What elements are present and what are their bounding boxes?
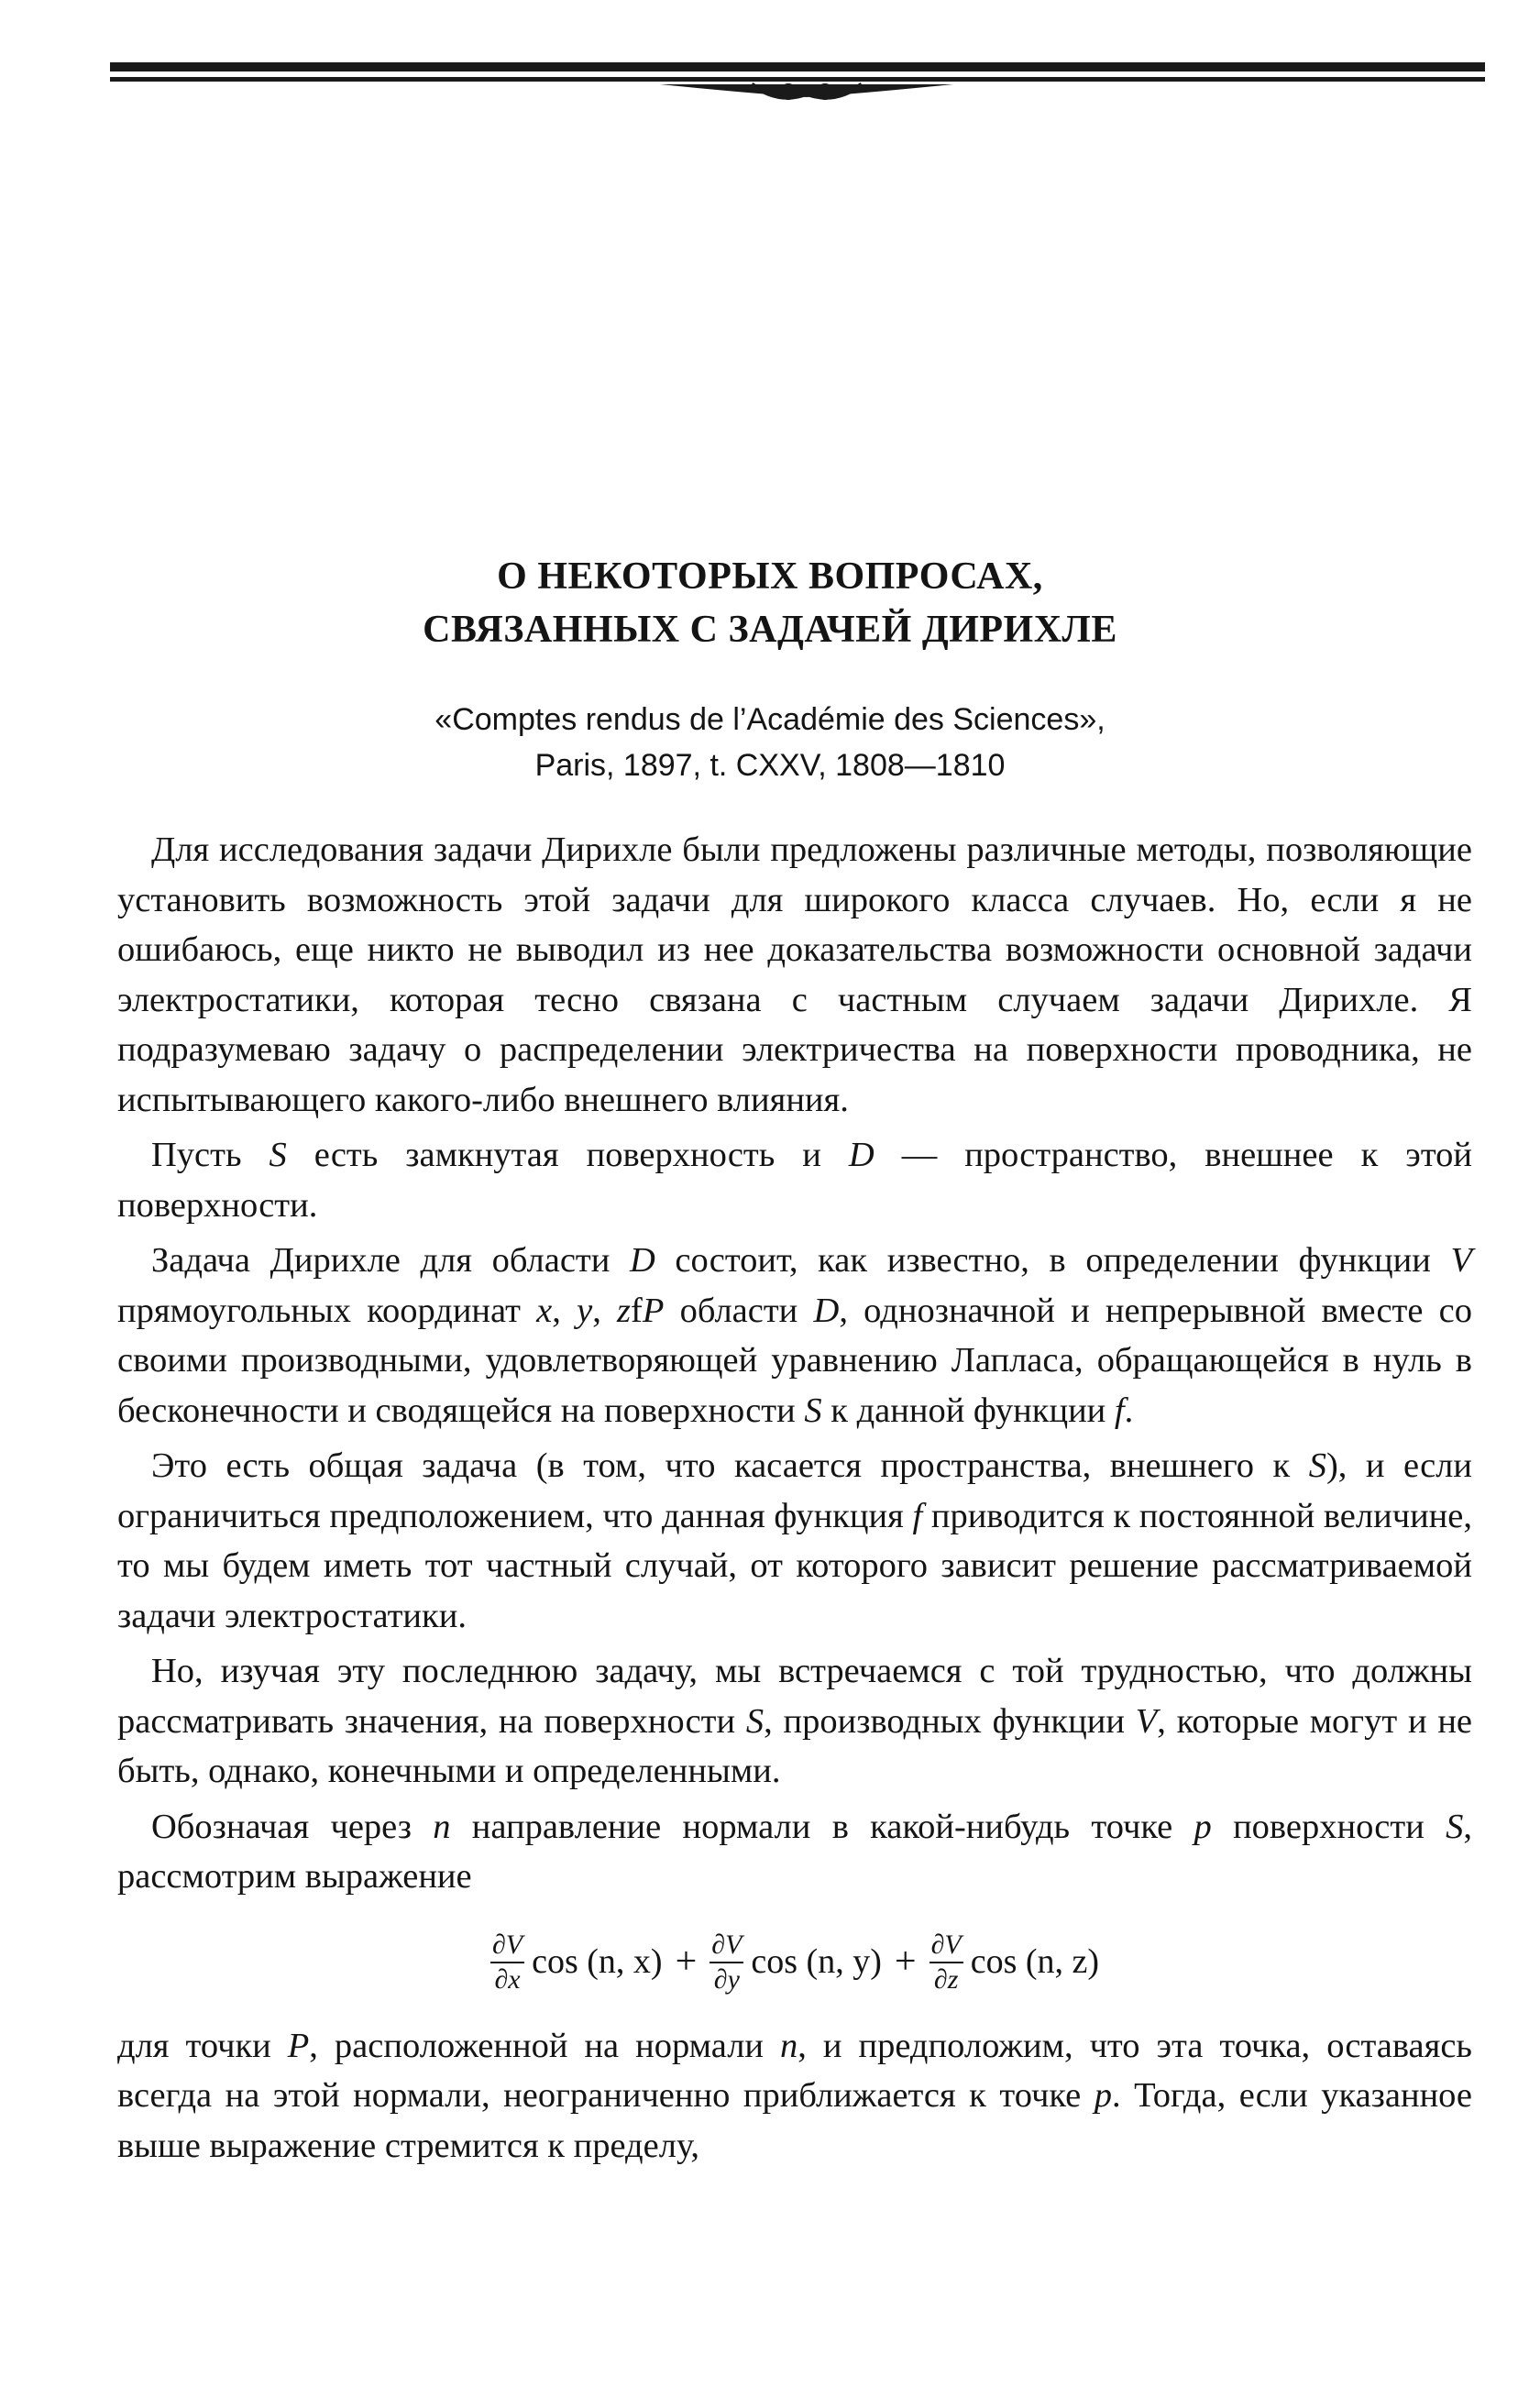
plus-sign: + — [894, 1941, 917, 1984]
article-body — [117, 825, 1472, 2176]
fraction-dv-dz: $\frac{\partial V}{\partial z}$ — [930, 1929, 962, 1995]
paragraph-1: Для исследования задачи Дирихле были предложены различные методы, позволяющие установить возможность этой задачи для широкого класса случаев. Но, если я не ошибаюсь, еще никто не выводил из нее доказательства возможности основной задачи электростатики, которая тесно связана с частным случаем задачи Дирихле. Я подразумеваю задачу о распределении электричества на поверхности проводника, не испытывающего какого-либо внешнего влияния. — [117, 830, 1472, 1119]
paragraph-5: Но, изучая эту последнюю задачу, мы встречаемся с той трудностью, что должны рассматривать значения, на поверхности S, производных функции V, которые могут и не быть, однако, конечными и определенными. — [117, 1652, 1473, 1790]
cos-term-z: cos (n, z) — [970, 1942, 1100, 1982]
title-line-2: СВЯЗАННЫХ С ЗАДАЧЕЙ ДИРИХЛЕ — [423, 609, 1117, 651]
article-title — [0, 550, 1540, 656]
paragraph-4: Это есть общая задача (в том, что касается пространства, внешнего к S), и если ограничиться предположением, что данная функция f приводится к постоянной величине, то мы будем иметь тот частный случай, от которого зависит решение рассматриваемой задачи электростатики. — [117, 1446, 1472, 1635]
paragraph-7: для точки P, расположенной на нормали n, и предположим, что эта точка, оставаясь всегда на этой нормали, неограниченно приближается к точке p. Тогда, если указанное выше выражение стремится к пределу, — [117, 2026, 1472, 2165]
paragraph-3: Задача Дирихле для области D состоит, как известно, в определении функции V прямоугольных координат x, y, zfP области D, однозначной и непрерывной вместе со своими производными, удовлетворяющей уравнению Лапласа, обращающейся в нуль в бесконечности и сводящейся на поверхности S к данной функции f. — [117, 1241, 1473, 1430]
normal-derivative-formula — [117, 1920, 1472, 2005]
paragraph-6: Обозначая через n направление нормали в какой-нибудь точке p поверхности S, рассмотрим выражение — [117, 1807, 1472, 1896]
cos-term-y: cos (n, y) — [751, 1942, 882, 1982]
fraction-dv-dy: $\frac{\partial V}{\partial y}$ — [711, 1929, 742, 1995]
cos-term-x: cos (n, x) — [532, 1942, 663, 1982]
source-line-1: «Comptes rendus de l’Académie des Sciences», — [434, 702, 1106, 737]
fraction-dv-dx: $\frac{\partial V}{\partial x}$ — [491, 1929, 523, 1995]
header-ornament — [110, 57, 1485, 115]
source-citation — [0, 697, 1540, 788]
paragraph-2: Пусть S есть замкнутая поверхность и D — пространство, внешнее к этой поверхности. — [117, 1136, 1472, 1225]
source-line-2: Paris, 1897, t. CXXV, 1808—1810 — [534, 748, 1006, 783]
title-line-1: О НЕКОТОРЫХ ВОПРОСАХ, — [497, 555, 1043, 598]
plus-sign: + — [675, 1941, 698, 1984]
